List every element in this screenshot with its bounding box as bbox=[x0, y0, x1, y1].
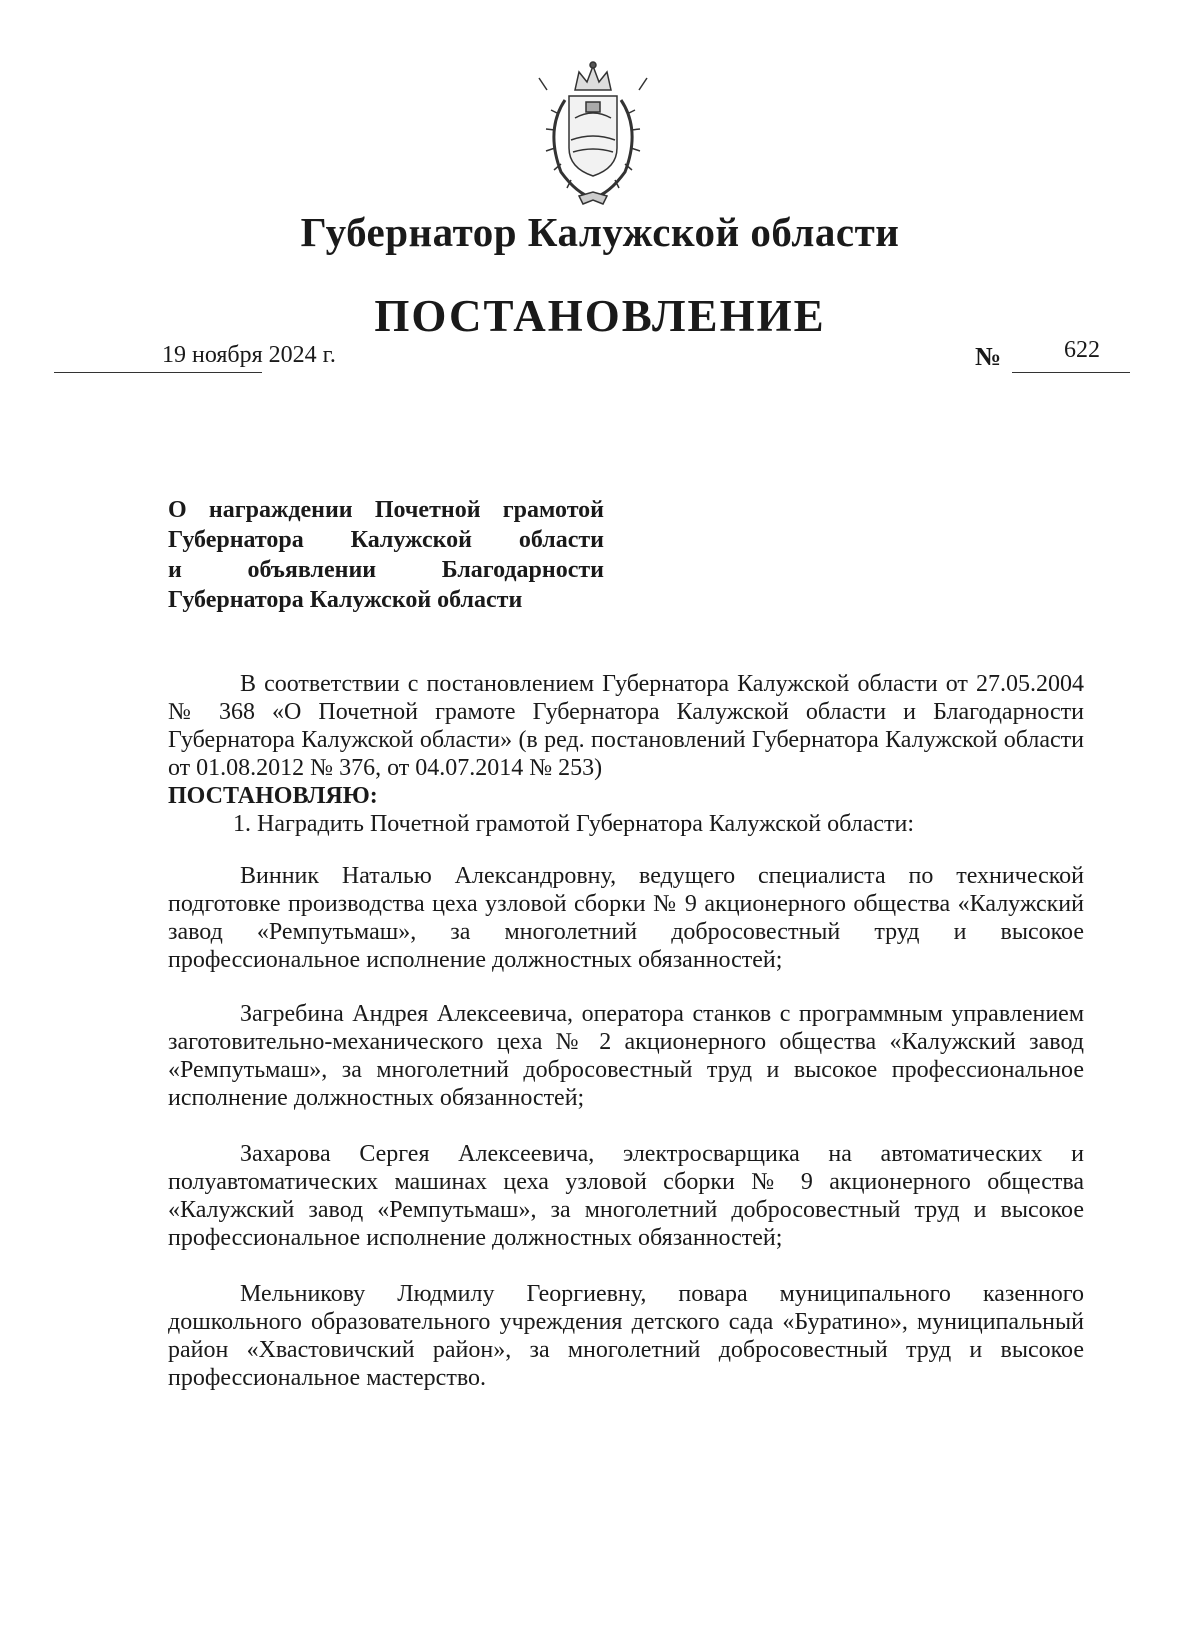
document-number: 622 bbox=[1064, 337, 1100, 363]
subject-line: О награждении Почетной грамотой bbox=[168, 497, 604, 523]
issuer-title: Губернатор Калужской области bbox=[300, 209, 900, 255]
decree-item-1: 1. Наградить Почетной грамотой Губернатора Калужской области: bbox=[233, 811, 915, 837]
awardee-paragraph bbox=[168, 1280, 1084, 1392]
decree-word: ПОСТАНОВЛЯЮ: bbox=[168, 783, 378, 809]
awardee-text: Мельникову Людмилу Георгиевну, повара муниципального казенного дошкольного образовательного учреждения детского сада «Буратино», муниципальный район «Хвастовичский район», за многолетний добросовестный труд и высокое профессиональное мастерство. bbox=[168, 1281, 1084, 1391]
subject-line: Губернатора Калужской области bbox=[168, 527, 604, 553]
subject-line: и объявлении Благодарности bbox=[168, 557, 604, 583]
awardee-paragraph bbox=[168, 862, 1084, 974]
number-underline bbox=[1012, 372, 1130, 373]
kaluga-coat-of-arms-icon bbox=[531, 60, 656, 206]
number-label: № bbox=[975, 342, 1002, 371]
awardee-text: Захарова Сергея Алексеевича, электросварщика на автоматических и полуавтоматических машинах цеха узловой сборки № 9 акционерного общества «Калужский завод «Ремпутьмаш», за многолетний добросовестный труд и высокое профессиональное исполнение должностных обязанностей; bbox=[168, 1141, 1084, 1251]
document-subject bbox=[168, 495, 604, 615]
subject-line: Губернатора Калужской области bbox=[168, 587, 523, 613]
document-date: 19 ноября 2024 г. bbox=[162, 342, 336, 368]
awardee-paragraph bbox=[168, 1140, 1084, 1252]
preamble-text: В соответствии с постановлением Губернатора Калужской области от 27.05.2004 № 368 «О Почетной грамоте Губернатора Калужской области и Благодарности Губернатора Калужской области» (в ред. постановлений Губернатора Калужской области от 01.08.2012 № 376, от 04.07.2014 № 253) bbox=[168, 671, 1084, 781]
awardee-text: Винник Наталью Александровну, ведущего специалиста по технической подготовке производства цеха узловой сборки № 9 акционерного общества «Калужский завод «Ремпутьмаш», за многолетний добросовестный труд и высокое профессиональное исполнение должностных обязанностей; bbox=[168, 863, 1084, 973]
document-type: ПОСТАНОВЛЕНИЕ bbox=[374, 291, 826, 341]
awardee-text: Загребина Андрея Алексеевича, оператора станков с программным управлением заготовительно-механического цеха № 2 акционерного общества «Калужский завод «Ремпутьмаш», за многолетний добросовестный труд и высокое профессиональное исполнение должностных обязанностей; bbox=[168, 1001, 1084, 1111]
awardee-paragraph bbox=[168, 1000, 1084, 1112]
date-underline bbox=[54, 372, 262, 373]
preamble bbox=[168, 670, 1084, 838]
